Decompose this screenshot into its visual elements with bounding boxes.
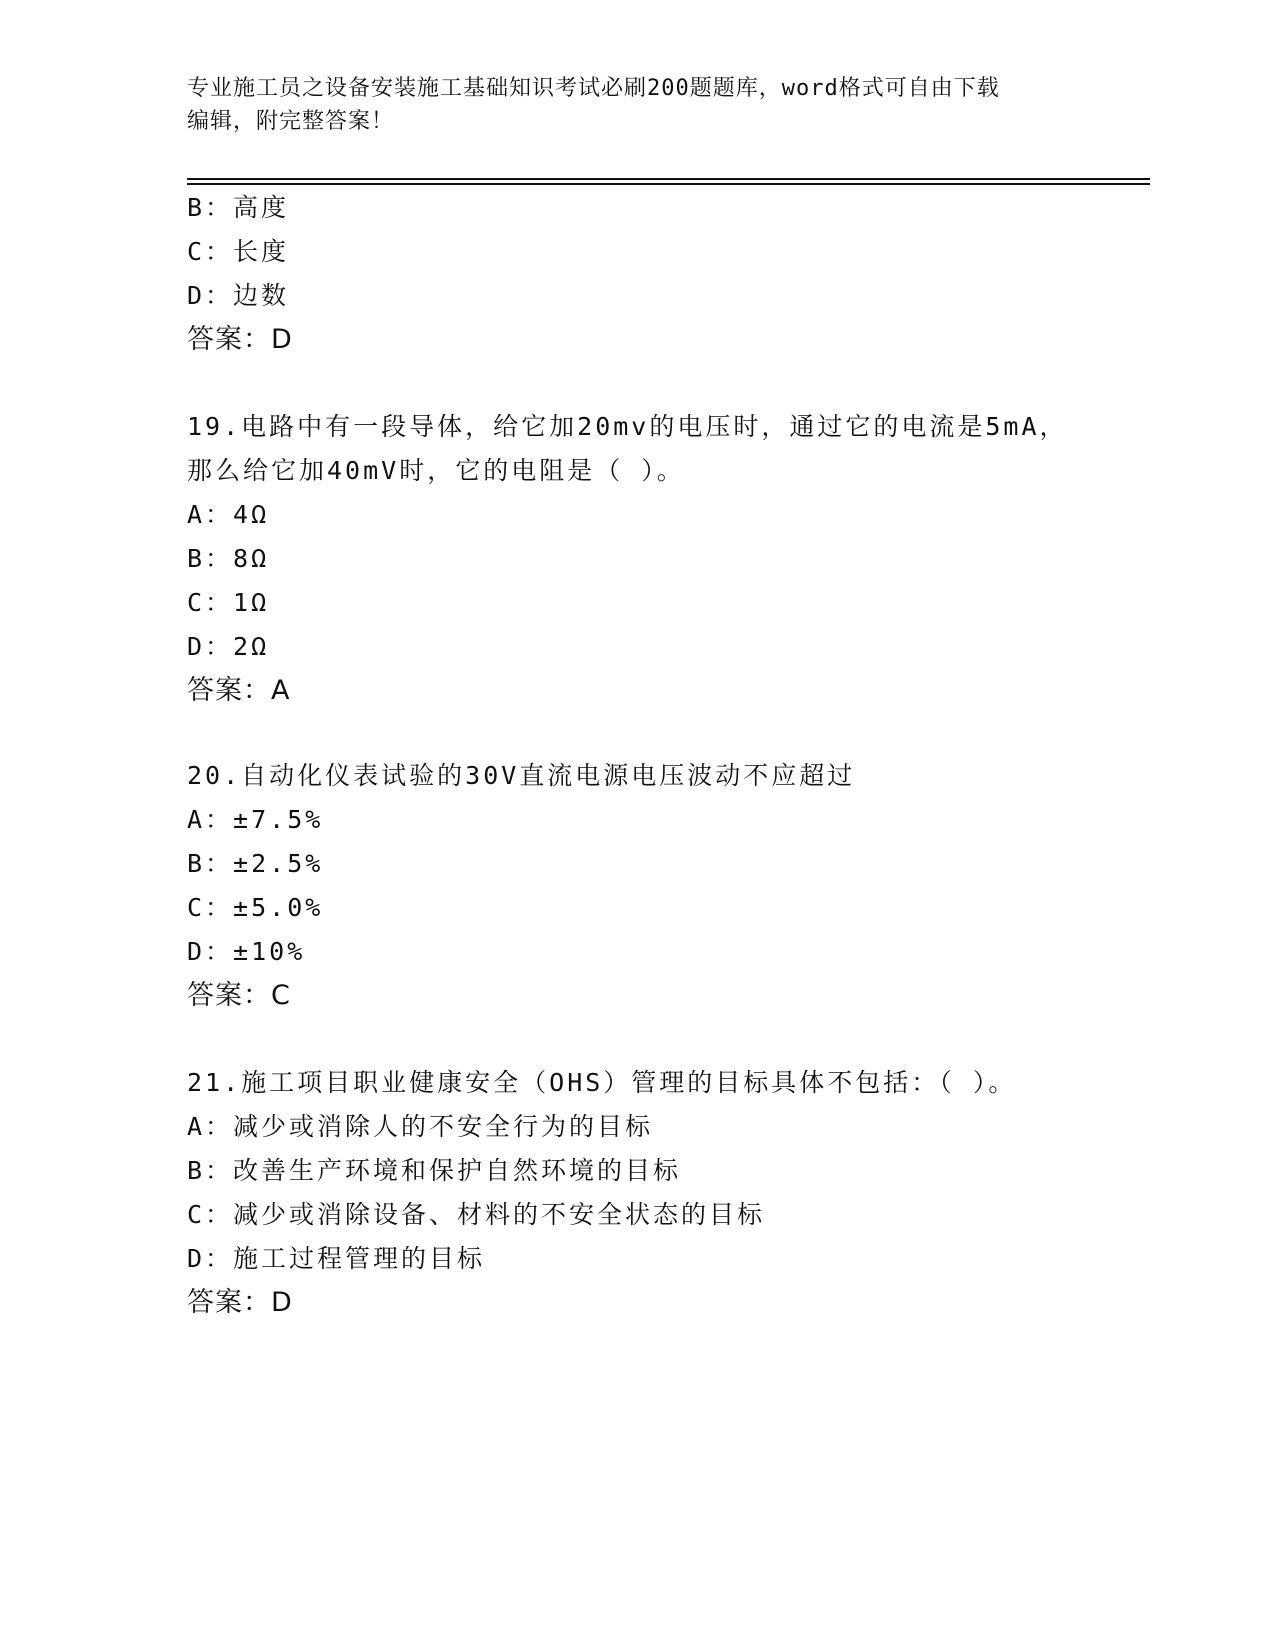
q20-answer: 答案：C [187, 980, 291, 1011]
q20-option-b: B：±2.5% [187, 849, 324, 878]
q21-option-a: A：减少或消除人的不安全行为的目标 [187, 1112, 654, 1141]
q18-option-c: C：长度 [187, 237, 290, 266]
q19-question-line-2: 那么给它加40mV时，它的电阻是（ ）。 [187, 456, 685, 485]
q18-option-d: D：边数 [187, 281, 290, 310]
q19-option-c: C：1Ω [187, 588, 270, 617]
q20-question-line-1: 20.自动化仪表试验的30V直流电源电压波动不应超过 [187, 761, 856, 790]
q19-option-a: A：4Ω [187, 500, 270, 529]
q21-question-line-1: 21.施工项目职业健康安全（OHS）管理的目标具体不包括：（ ）。 [187, 1068, 1017, 1097]
q19-answer: 答案：A [187, 675, 291, 706]
q18-answer: 答案：D [187, 324, 293, 355]
header-divider-top [187, 178, 1150, 180]
q19-question-line-1: 19.电路中有一段导体，给它加20mv的电压时，通过它的电流是5mA， [187, 412, 1068, 441]
q20-option-c: C：±5.0% [187, 893, 324, 922]
q21-option-d: D：施工过程管理的目标 [187, 1244, 486, 1273]
q20-option-a: A：±7.5% [187, 805, 324, 834]
q18-option-b: B：高度 [187, 193, 290, 222]
q19-option-b: B：8Ω [187, 544, 270, 573]
q21-option-b: B：改善生产环境和保护自然环境的目标 [187, 1156, 682, 1185]
q20-option-d: D：±10% [187, 937, 306, 966]
header-divider-bottom [187, 183, 1150, 185]
header-line-1: 专业施工员之设备安装施工基础知识考试必刷200题题库，word格式可自由下载 [187, 76, 1000, 101]
document-header [187, 72, 1087, 138]
header-line-2: 编辑，附完整答案！ [187, 109, 395, 134]
q21-answer: 答案：D [187, 1287, 293, 1318]
q21-option-c: C：减少或消除设备、材料的不安全状态的目标 [187, 1200, 766, 1229]
q19-option-d: D：2Ω [187, 632, 270, 661]
